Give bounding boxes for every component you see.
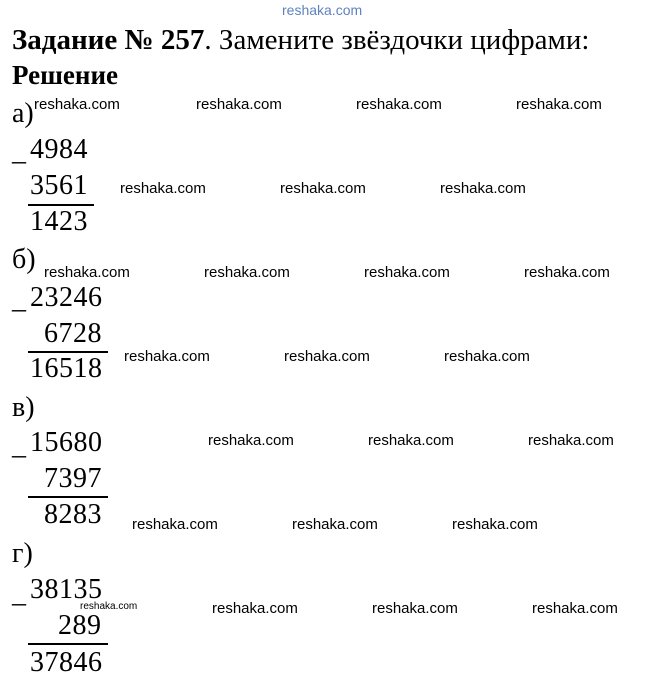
minuend-d: 38135 [30,574,103,605]
watermark: reshaka.com [524,264,610,281]
minus-sign-b: _ [12,284,26,315]
minuend-a: 4984 [30,134,88,165]
problem-label-c: в) [12,392,35,423]
watermark: reshaka.com [124,348,210,365]
minus-sign-d: _ [12,578,26,609]
solution-heading: Решение [12,60,118,90]
watermark: reshaka.com [444,348,530,365]
watermark: reshaka.com [34,96,120,113]
watermark: reshaka.com [280,180,366,197]
subtrahend-d: 289 [58,610,102,641]
watermark: reshaka.com [532,600,618,617]
subtrahend-c: 7397 [44,463,102,494]
problem-label-b: б) [12,244,36,275]
watermark: reshaka.com [528,432,614,449]
subtrahend-a: 3561 [30,170,88,201]
watermark: reshaka.com [80,601,138,612]
watermark: reshaka.com [196,96,282,113]
minus-sign-c: _ [12,430,26,461]
difference-a: 1423 [30,206,88,237]
watermark: reshaka.com [452,516,538,533]
watermark: reshaka.com [292,516,378,533]
difference-d: 37846 [30,647,103,678]
watermark: reshaka.com [516,96,602,113]
watermark: reshaka.com [372,600,458,617]
task-title [12,24,589,57]
watermark: reshaka.com [368,432,454,449]
site-watermark-top: reshaka.com [282,2,363,18]
watermark: reshaka.com [284,348,370,365]
subtrahend-b: 6728 [44,318,102,349]
minus-sign-a: _ [12,136,26,167]
watermark: reshaka.com [440,180,526,197]
task-description: . Замените звёздочки цифрами: [204,24,590,56]
problem-label-d: г) [12,538,33,569]
watermark: reshaka.com [208,432,294,449]
watermark: reshaka.com [204,264,290,281]
minuend-b: 23246 [30,282,103,313]
watermark: reshaka.com [120,180,206,197]
watermark: reshaka.com [44,264,130,281]
watermark: reshaka.com [356,96,442,113]
difference-rule-c [28,496,108,498]
problem-label-a: а) [12,98,34,129]
difference-b: 16518 [30,353,103,384]
minuend-c: 15680 [30,427,103,458]
watermark: reshaka.com [132,516,218,533]
watermark: reshaka.com [212,600,298,617]
task-number: Задание № 257 [12,24,205,56]
difference-c: 8283 [44,499,102,530]
watermark: reshaka.com [364,264,450,281]
difference-rule-d [28,643,108,645]
